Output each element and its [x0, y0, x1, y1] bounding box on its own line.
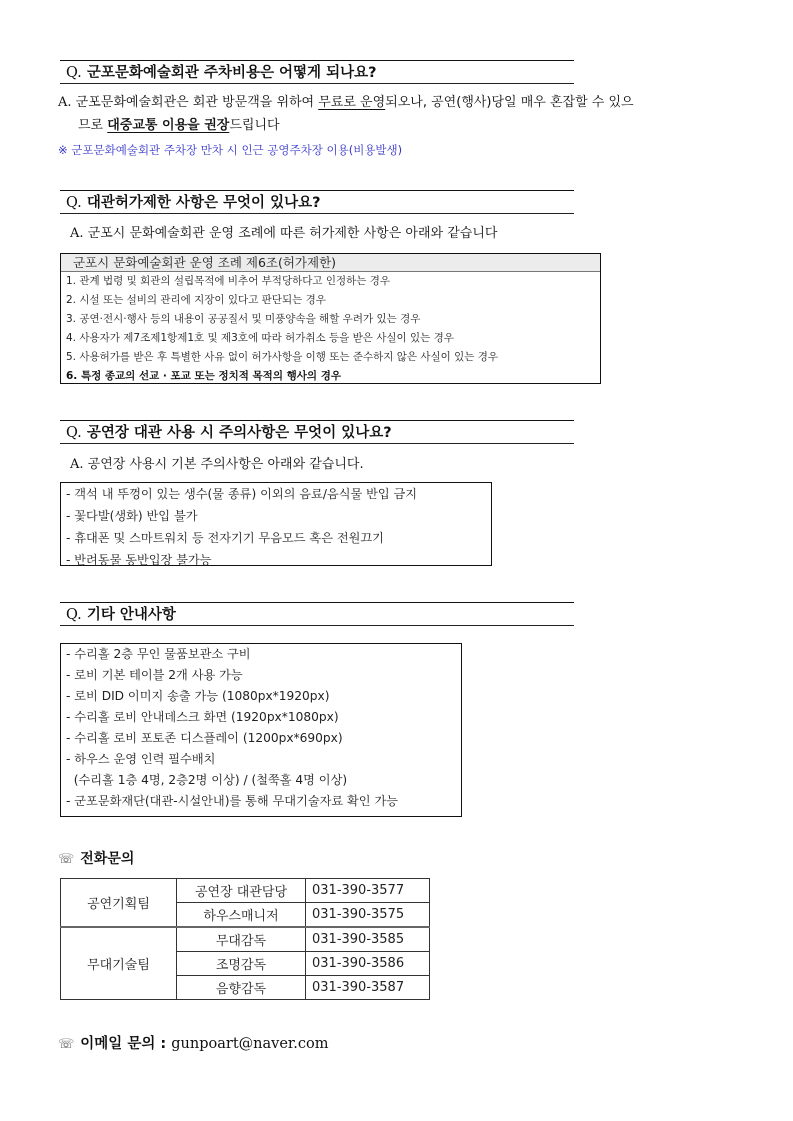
answer-line-1: A. 군포문화예술회관은 회관 방문객을 위하여 무료로 운영되오나, 공연(행사)당일 매우 혼잡할 수 있으	[58, 95, 634, 110]
question-text: 군포문화예술회관 주차비용은 어떻게 되나요?	[86, 65, 377, 81]
answer-line-2: 므로 대중교통 이용을 권장드립니다	[78, 118, 280, 133]
role-cell: 무대감독	[177, 927, 306, 952]
faq-answer-restrictions: A. 군포시 문화예술회관 운영 조례에 따른 허가제한 사항은 아래와 같습니다	[70, 226, 498, 241]
role-cell: 공연장 대관담당	[177, 879, 306, 903]
question-text: 대관허가제한 사항은 무엇이 있나요?	[86, 195, 321, 211]
faq-question-venue-cautions: Q. 공연장 대관 사용 시 주의사항은 무엇이 있나요?	[60, 420, 574, 444]
other-info-box	[60, 643, 462, 817]
info-item: - 하우스 운영 인력 필수배치	[66, 752, 216, 766]
phone-number: 031-390-3587	[306, 976, 430, 1000]
caution-item: - 객석 내 뚜껑이 있는 생수(물 종류) 이외의 음료/음식물 반입 금지	[66, 487, 418, 501]
ordinance-title: 군포시 문화예술회관 운영 조례 제6조(허가제한)	[61, 254, 600, 272]
phone-contact-heading: ☏ 전화문의	[58, 851, 135, 867]
email-address[interactable]: gunpoart@naver.com	[171, 1036, 329, 1052]
faq-answer-parking	[58, 91, 634, 137]
phone-number: 031-390-3577	[306, 879, 430, 903]
team-cell: 무대기술팀	[61, 927, 177, 1000]
telephone-icon: ☏	[58, 1037, 75, 1052]
info-item: - 군포문화재단(대관-시설안내)를 통해 무대기술자료 확인 가능	[66, 794, 399, 808]
role-cell: 음향감독	[177, 976, 306, 1000]
phone-number: 031-390-3575	[306, 903, 430, 928]
faq-answer-venue-cautions: A. 공연장 사용시 기본 주의사항은 아래와 같습니다.	[70, 457, 364, 472]
ordinance-item: 3. 공연·전시·행사 등의 내용이 공공질서 및 미풍양속을 해할 우려가 있는 경우	[66, 313, 421, 325]
parking-note: ※ 군포문화예술회관 주차장 만차 시 인근 공영주차장 이용(비용발생)	[58, 143, 403, 157]
table-row	[61, 879, 430, 903]
ordinance-item: 4. 사용자가 제7조제1항제1호 및 제3호에 따라 허가취소 등을 받은 사실이 있는 경우	[66, 332, 454, 344]
public-transit-emphasis: 대중교통 이용을 권장	[107, 118, 230, 133]
info-item: - 로비 기본 테이블 2개 사용 가능	[66, 668, 243, 682]
info-item: - 수리홀 2층 무인 물품보관소 구비	[66, 647, 251, 661]
phone-number: 031-390-3585	[306, 927, 430, 952]
ordinance-item: 1. 관계 법령 및 회관의 설립목적에 비추어 부적당하다고 인정하는 경우	[66, 275, 391, 287]
ordinance-item: 6. 특정 종교의 선교 · 포교 또는 정치적 목적의 행사의 경우	[66, 370, 341, 382]
ordinance-item: 5. 사용허가를 받은 후 특별한 사유 없이 허가사항을 이행 또는 준수하지 않은 사실이 있는 경우	[66, 351, 499, 363]
caution-item: - 꽃다발(생화) 반입 불가	[66, 509, 198, 523]
faq-question-other-info: Q. 기타 안내사항	[60, 602, 574, 626]
faq-question-parking: Q. 군포문화예술회관 주차비용은 어떻게 되나요?	[60, 60, 574, 84]
email-contact: ☏ 이메일 문의 : gunpoart@naver.com	[58, 1036, 329, 1052]
caution-item: - 휴대폰 및 스마트워치 등 전자기기 무음모드 혹은 전원끄기	[66, 531, 384, 545]
info-item: - 로비 DID 이미지 송출 가능 (1080px*1920px)	[66, 689, 330, 703]
ordinance-item: 2. 시설 또는 설비의 관리에 지장이 있다고 판단되는 경우	[66, 294, 326, 306]
info-item: - 수리홀 로비 포토존 디스플레이 (1200px*690px)	[66, 731, 343, 745]
info-item: - 수리홀 로비 안내데스크 화면 (1920px*1080px)	[66, 710, 339, 724]
info-item: (수리홀 1층 4명, 2층2명 이상) / (철쭉홀 4명 이상)	[66, 773, 348, 787]
role-cell: 하우스매니저	[177, 903, 306, 928]
telephone-icon: ☏	[58, 852, 75, 867]
free-operation-emphasis: 무료로 운영	[318, 95, 386, 110]
question-text: 기타 안내사항	[86, 607, 176, 623]
faq-question-restrictions: Q. 대관허가제한 사항은 무엇이 있나요?	[60, 190, 574, 214]
caution-item: - 반려동물 동반입장 불가능	[66, 553, 212, 567]
venue-cautions-box	[60, 482, 492, 566]
ordinance-box	[60, 253, 601, 384]
phone-contact-table	[60, 878, 430, 1000]
team-cell: 공연기획팀	[61, 879, 177, 928]
table-row	[61, 927, 430, 952]
question-text: 공연장 대관 사용 시 주의사항은 무엇이 있나요?	[86, 425, 392, 441]
phone-number: 031-390-3586	[306, 952, 430, 976]
role-cell: 조명감독	[177, 952, 306, 976]
